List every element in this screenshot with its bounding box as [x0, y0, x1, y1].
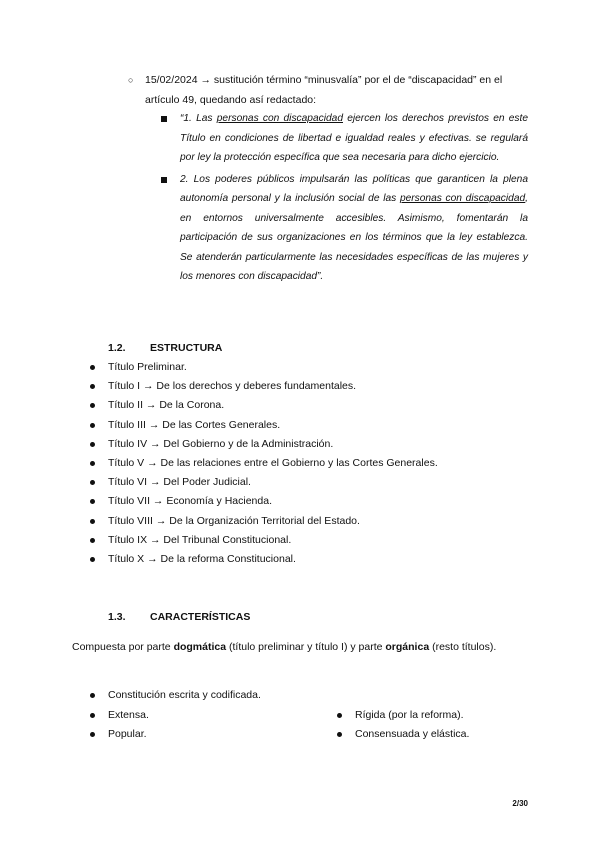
list-item-text: Popular. [108, 728, 147, 740]
list-item-text: Título V → De las relaciones entre el Gobierno y las Cortes Generales. [108, 456, 438, 469]
bullet-icon [90, 732, 95, 737]
caracteristicas-paragraph [72, 639, 542, 655]
bullet-icon [90, 713, 95, 718]
list-item [90, 377, 438, 396]
quote-item-2 [180, 170, 528, 287]
square-bullet-icon [161, 116, 167, 122]
section-heading-caracteristicas [108, 610, 250, 624]
square-bullet-icon [161, 177, 167, 183]
bullet-icon [90, 384, 95, 389]
bullet-icon [90, 461, 95, 466]
para-text: (título preliminar y título I) y parte [226, 641, 386, 653]
section-title: ESTRUCTURA [150, 342, 223, 354]
list-item [90, 358, 438, 377]
list-item-text: Título II → De la Corona. [108, 399, 225, 412]
quote-item-1 [180, 109, 528, 168]
list-item-text: Título VIII → De la Organización Territorial del Estado. [108, 514, 360, 527]
bullet-icon [90, 557, 95, 562]
list-item-text: Título Preliminar. [108, 361, 187, 373]
bullet-icon [90, 538, 95, 543]
bullet-icon [337, 732, 342, 737]
list-item-text: Título I → De los derechos y deberes fundamentales. [108, 380, 357, 393]
list-item-text: Título IX → Del Tribunal Constitucional. [108, 533, 292, 546]
list-item [90, 686, 261, 706]
list-item [90, 416, 438, 435]
bold-organica: orgánica [385, 641, 430, 653]
bold-dogmatica: dogmática [173, 641, 227, 653]
estructura-list [90, 358, 438, 569]
list-item [90, 550, 438, 569]
list-item [90, 435, 438, 454]
list-item [90, 531, 438, 550]
list-item-text: Rígida (por la reforma). [355, 708, 464, 721]
section-number: 1.3. [108, 611, 126, 623]
list-item [337, 706, 469, 726]
quote-1-underlined: personas con discapacidad [216, 113, 343, 124]
caracteristicas-left-column [90, 686, 261, 745]
bullet-icon [90, 519, 95, 524]
para-text: Compuesta por parte [72, 641, 174, 653]
bullet-icon [90, 480, 95, 485]
list-item-text: Extensa. [108, 708, 149, 721]
caracteristicas-right-column [337, 706, 469, 745]
quote-2-underlined: personas con discapacidad [399, 193, 526, 204]
bullet-icon [90, 693, 95, 698]
section-title: CARACTERÍSTICAS [150, 611, 251, 623]
list-item [90, 725, 261, 745]
quote-1-text-a: “1. Las [180, 113, 217, 124]
quote-list [180, 109, 528, 287]
quote-1-text-b: ejercen los derechos previstos en este Título en condiciones de libertad e igualdad reales y efectivas. se regulará por ley la protección específica que sea necesaria para dicho ejercicio. [180, 113, 528, 163]
list-item [90, 473, 438, 492]
section-heading-estructura [108, 341, 222, 355]
amendment-text: 15/02/2024 → sustitución término “minusvalía” por el de “discapacidad” en el artículo 49, quedando así redactado: [145, 74, 503, 106]
section-number: 1.2. [108, 342, 126, 354]
quote-2-text-b: , en entornos universalmente accesibles. Asimismo, fomentarán la participación de sus organizaciones en los términos que la ley establezca. Se atenderán particularmente las necesidades específicas de las mujeres y los menores con discapacidad”. [180, 193, 528, 282]
list-item-text: Título IV → Del Gobierno y de la Administración. [108, 437, 334, 450]
list-item-text: Título X → De la reforma Constitucional. [108, 552, 296, 565]
bullet-icon [337, 713, 342, 718]
list-item [90, 706, 261, 726]
list-item-text: Título VII → Economía y Hacienda. [108, 495, 272, 508]
para-text: (resto títulos). [429, 641, 497, 653]
bullet-icon [90, 365, 95, 370]
list-item [337, 725, 469, 745]
bullet-icon [90, 499, 95, 504]
bullet-icon [90, 442, 95, 447]
list-item-text: Consensuada y elástica. [355, 728, 470, 740]
list-item [90, 492, 438, 511]
bullet-icon [90, 423, 95, 428]
list-item [90, 454, 438, 473]
list-item-text: Título III → De las Cortes Generales. [108, 418, 281, 431]
list-item-text: Título VI → Del Poder Judicial. [108, 476, 251, 489]
list-item [90, 512, 438, 531]
quote-2-text-a: 2. Los poderes públicos impulsarán las políticas que garanticen la plena autonomía personal y la inclusión social de las [180, 173, 528, 204]
bullet-icon [90, 403, 95, 408]
hollow-bullet-icon: ○ [128, 75, 134, 85]
page-number: 2/30 [512, 799, 528, 808]
list-item [90, 396, 438, 415]
list-item-text: Constitución escrita y codificada. [108, 689, 261, 701]
